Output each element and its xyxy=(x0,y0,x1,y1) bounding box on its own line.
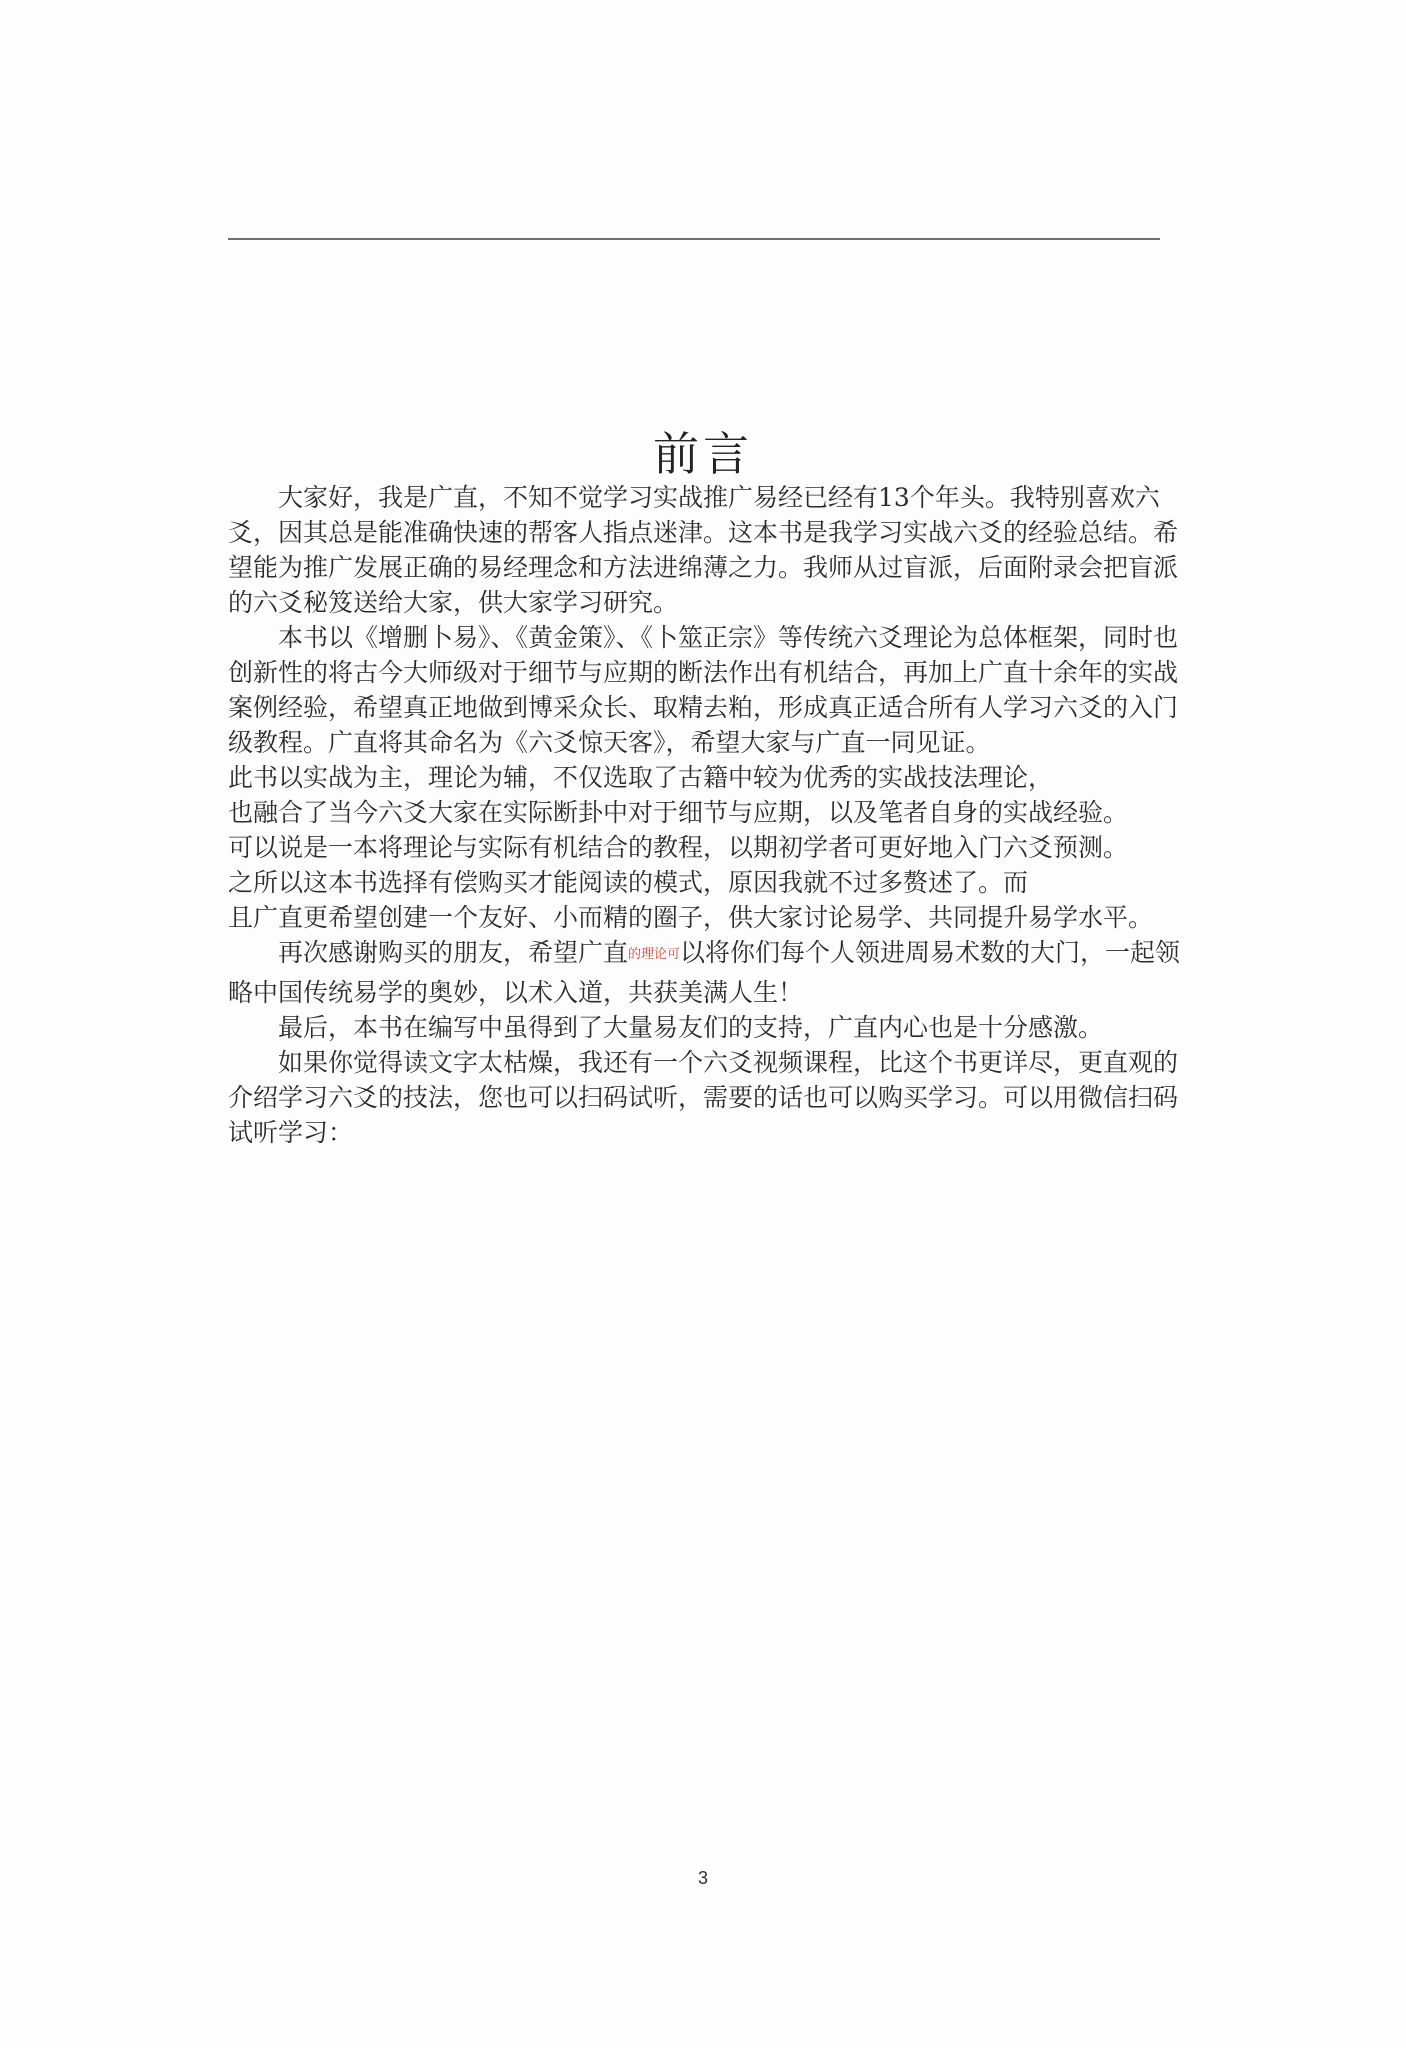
paragraph-9: 最后，本书在编写中虽得到了大量易友们的支持，广直内心也是十分感激。 xyxy=(278,1013,1104,1042)
paragraph-5: 可以说是一本将理论与实际有机结合的教程，以期初学者可更好地入门六爻预测。 xyxy=(228,833,1129,862)
header-rule xyxy=(228,238,1160,240)
preface-body xyxy=(228,480,1188,1150)
watermark-text: 的理论可 xyxy=(628,947,681,962)
paragraph-2: 本书以《增删卜易》、《黄金策》、《卜筮正宗》等传统六爻理论为总体框架，同时也创新性的将古今大师级对于细节与应期的断法作出有机结合，再加上广直十余年的实战案例经验，希望真正地做到博采众长、取精去粕，形成真正适合所有人学习六爻的入门级教程。广直将其命名为《六爻惊天客》，希望大家与广直一同见证。 xyxy=(228,623,1179,757)
paragraph-8-end: 以将你们每个人领进周易术数的大门，一起领略中国传统易学的奥妙，以术入道，共获美满人生！ xyxy=(228,938,1181,1007)
page-title: 前言 xyxy=(653,427,753,481)
paragraph-8 xyxy=(228,935,1188,1010)
paragraph-1: 大家好，我是广直，不知不觉学习实战推广易经已经有13个年头。我特别喜欢六爻，因其总是能准确快速的帮客人指点迷津。这本书是我学习实战六爻的经验总结。希望能为推广发展正确的易经理念和方法进绵薄之力。我师从过盲派，后面附录会把盲派的六爻秘笈送给大家，供大家学习研究。 xyxy=(228,483,1179,617)
paragraph-4: 也融合了当今六爻大家在实际断卦中对于细节与应期，以及笔者自身的实战经验。 xyxy=(228,798,1129,827)
paragraph-7: 且广直更希望创建一个友好、小而精的圈子，供大家讨论易学、共同提升易学水平。 xyxy=(228,903,1154,932)
paragraph-8-start: 再次感谢购买的朋友，希望广直 xyxy=(278,938,629,967)
paragraph-3: 此书以实战为主，理论为辅，不仅选取了古籍中较为优秀的实战技法理论， xyxy=(228,763,1054,792)
paragraph-10: 如果你觉得读文字太枯燥，我还有一个六爻视频课程，比这个书更详尽，更直观的介绍学习六爻的技法，您也可以扫码试听，需要的话也可以购买学习。可以用微信扫码试听学习： xyxy=(228,1048,1179,1147)
page-number: 3 xyxy=(697,1868,708,1888)
paragraph-6: 之所以这本书选择有偿购买才能阅读的模式，原因我就不过多赘述了。而 xyxy=(228,868,1029,897)
